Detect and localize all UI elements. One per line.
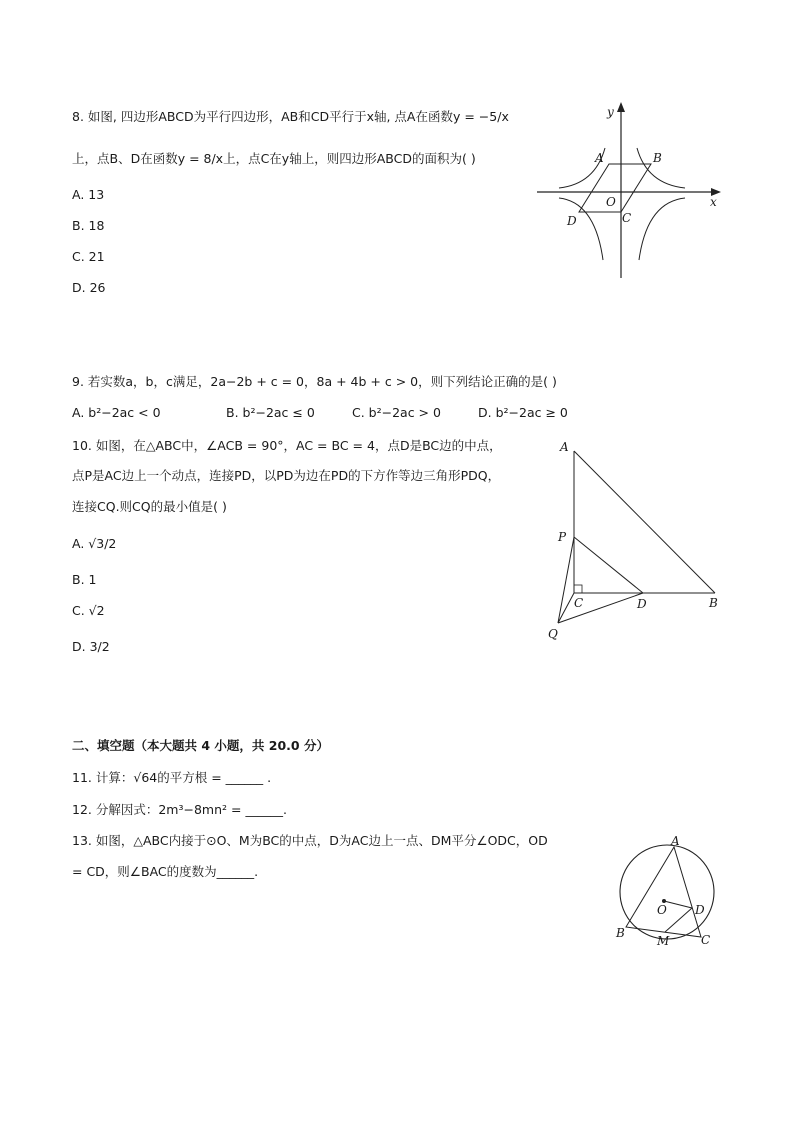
q9-option-d[interactable]: D. b²−2ac ≥ 0 (478, 405, 568, 420)
q8-label-o: O (606, 195, 616, 209)
q13-stem-line2: = CD，则∠BAC的度数为______. (72, 864, 259, 879)
q9-stem: 9. 若实数a，b，c满足，2a−2b + c = 0，8a + 4b + c > 0，则下列结论正确的是( ) (72, 374, 557, 389)
q10-figure (540, 435, 730, 653)
q9-option-a[interactable]: A. b²−2ac < 0 (72, 405, 161, 420)
q8-label-a: A (595, 151, 604, 165)
q13-label-c: C (701, 933, 711, 947)
q8-label-y: y (607, 105, 614, 119)
q10-option-c[interactable]: C. √2 (72, 603, 105, 618)
q8-label-b: B (653, 151, 662, 165)
q10-label-b: B (709, 596, 718, 610)
q10-option-b[interactable]: B. 1 (72, 572, 97, 587)
q8-label-d: D (567, 214, 577, 228)
q10-option-a[interactable]: A. √3/2 (72, 536, 117, 551)
segment-dm (665, 908, 692, 932)
segment-pd (574, 537, 643, 593)
q13-label-a: A (671, 834, 680, 848)
q8-label-x: x (710, 195, 717, 209)
q10-stem-line2: 点P是AC边上一个动点，连接PD，以PD为边在PD的下方作等边三角形PDQ， (72, 468, 501, 483)
segment-qd (558, 593, 643, 623)
q8-figure (535, 100, 725, 285)
q8-stem-line1: 8. 如图, 四边形ABCD为平行四边形，AB和CD平行于x轴, 点A在函数y = −5/x (72, 109, 509, 124)
section-heading: 二、填空题（本大题共 4 小题，共 20.0 分） (72, 738, 329, 753)
q10-label-p: P (558, 530, 567, 544)
q8-option-a[interactable]: A. 13 (72, 187, 105, 202)
q10-option-d[interactable]: D. 3/2 (72, 639, 110, 654)
segment-ab (574, 451, 715, 593)
q13-label-b: B (616, 926, 625, 940)
triangle-abc (626, 847, 701, 937)
q10-label-q: Q (548, 627, 558, 641)
q8-option-d[interactable]: D. 26 (72, 280, 106, 295)
q13-stem-line1: 13. 如图，△ABC内接于⊙O、M为BC的中点，D为AC边上一点、DM平分∠ODC，OD (72, 833, 548, 848)
q8-option-c[interactable]: C. 21 (72, 249, 105, 264)
q11-text: 11. 计算：√64的平方根 = ______ . (72, 770, 272, 785)
q10-label-a: A (560, 440, 569, 454)
q9-option-c[interactable]: C. b²−2ac > 0 (352, 405, 441, 420)
q10-label-c: C (574, 596, 584, 610)
q10-stem-line3: 连接CQ.则CQ的最小值是( ) (72, 499, 227, 514)
y-axis-arrow (617, 102, 625, 112)
hyperbola-branch-3 (559, 198, 603, 260)
q13-label-m: M (657, 934, 670, 948)
q13-label-d: D (695, 903, 705, 917)
segment-od (664, 901, 692, 908)
q10-label-d: D (637, 597, 647, 611)
q9-option-b[interactable]: B. b²−2ac ≤ 0 (226, 405, 315, 420)
q8-option-b[interactable]: B. 18 (72, 218, 105, 233)
right-angle-mark (574, 585, 582, 593)
q10-stem-line1: 10. 如图，在△ABC中，∠ACB = 90°，AC = BC = 4，点D是BC边的中点， (72, 438, 502, 453)
q8-stem-line2: 上，点B、D在函数y = 8/x上，点C在y轴上，则四边形ABCD的面积为( ) (72, 151, 476, 166)
hyperbola-branch-4 (639, 198, 685, 260)
q13-figure (608, 830, 728, 958)
q8-label-c: C (622, 211, 632, 225)
q13-label-o: O (657, 903, 667, 917)
q12-text: 12. 分解因式：2m³−8mn² = ______. (72, 802, 287, 817)
segment-pq (558, 537, 574, 623)
